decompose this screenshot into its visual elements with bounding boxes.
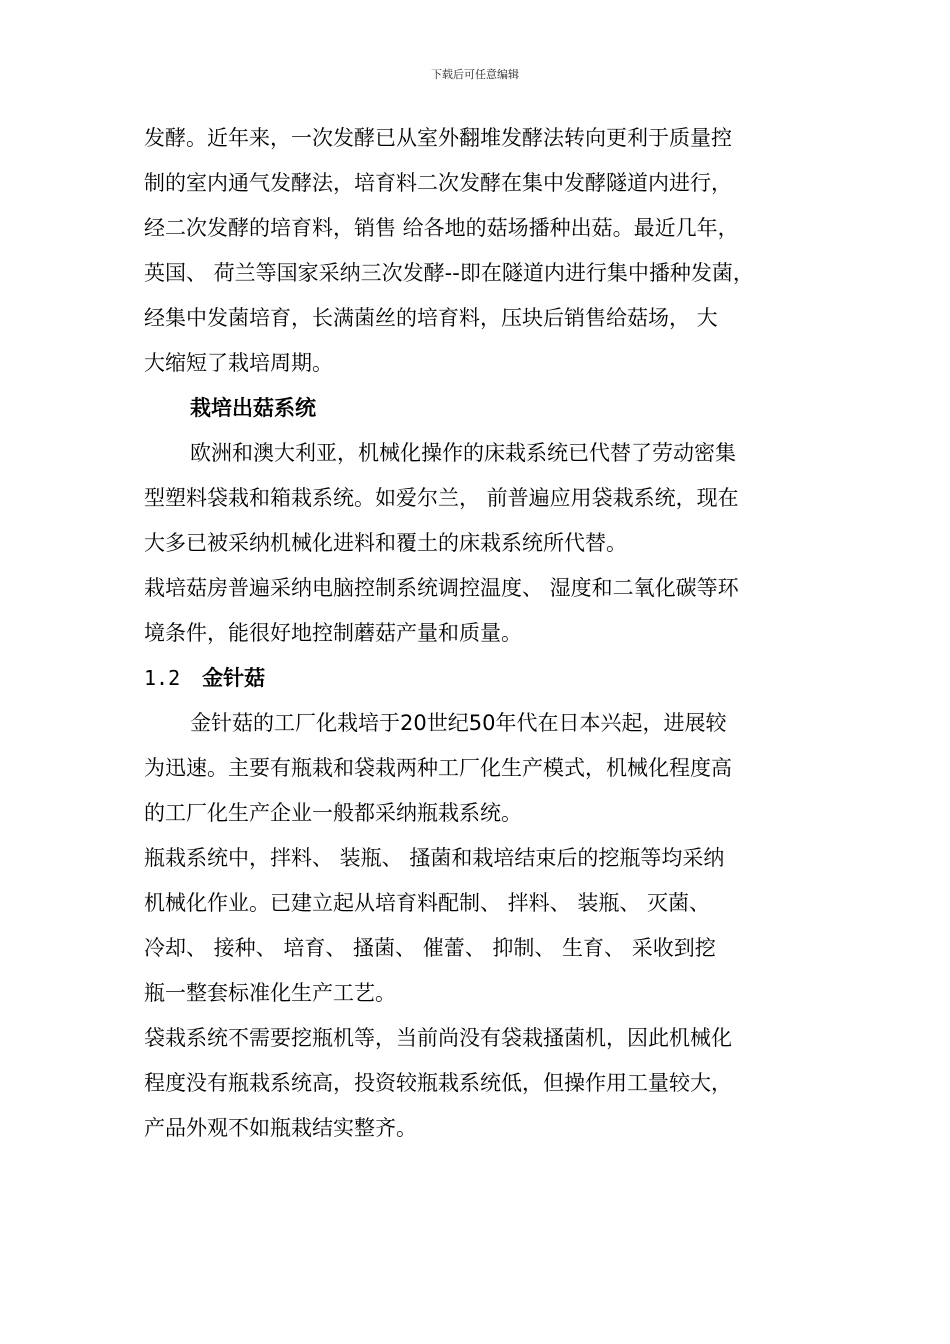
subheading: 栽培出菇系统 bbox=[190, 396, 316, 420]
text-line: 大多已被采纳机械化进料和覆土的床栽系统所代替。 bbox=[144, 531, 627, 555]
text-line: 为迅速。主要有瓶栽和袋栽两种工厂化生产模式，机械化程度高 bbox=[144, 756, 732, 780]
text-line: 冷却、 接种、 培育、 搔菌、 催蕾、 抑制、 生育、 采收到挖 bbox=[144, 936, 716, 960]
text-line: 的工厂化生产企业一般都采纳瓶栽系统。 bbox=[144, 801, 522, 825]
text-line: 机械化作业。已建立起从培育料配制、 拌料、 装瓶、 灭菌、 bbox=[144, 891, 711, 915]
text-line: 经二次发酵的培育料，销售 给各地的菇场播种出菇。最近几年， bbox=[144, 216, 739, 240]
text-line: 袋栽系统不需要挖瓶机等，当前尚没有袋栽搔菌机，因此机械化 bbox=[144, 1026, 732, 1050]
text-line: 大缩短了栽培周期。 bbox=[144, 351, 333, 375]
text-line: 栽培菇房普遍采纳电脑控制系统调控温度、 湿度和二氧化碳等环 bbox=[144, 576, 739, 600]
text-line: 瓶栽系统中，拌料、 装瓶、 搔菌和栽培结束后的挖瓶等均采纳 bbox=[144, 846, 725, 870]
text-line: 英国、 荷兰等国家采纳三次发酵--即在隧道内进行集中播种发菌， bbox=[144, 261, 754, 285]
text-line: 程度没有瓶栽系统高，投资较瓶栽系统低，但操作用工量较大， bbox=[144, 1071, 732, 1095]
text-line: 产品外观不如瓶栽结实整齐。 bbox=[144, 1116, 417, 1140]
text-line: 发酵。近年来，一次发酵已从室外翻堆发酵法转向更利于质量控 bbox=[144, 126, 732, 150]
text-line: 金针菇的工厂化栽培于20世纪50年代在日本兴起，进展较 bbox=[190, 711, 727, 735]
text-line: 境条件，能很好地控制蘑菇产量和质量。 bbox=[144, 621, 522, 645]
text-line: 制的室内通气发酵法，培育料二次发酵在集中发酵隧道内进行， bbox=[144, 171, 732, 195]
text-line: 经集中发菌培育，长满菌丝的培育料，压块后销售给菇场， 大 bbox=[144, 306, 718, 330]
text-line: 型塑料袋栽和箱栽系统。如爱尔兰， 前普遍应用袋栽系统，现在 bbox=[144, 486, 739, 510]
section-heading bbox=[144, 664, 824, 692]
section-number: 1.2 bbox=[144, 666, 181, 690]
section-title: 金针菇 bbox=[202, 666, 266, 690]
header-note: 下载后可任意编辑 bbox=[431, 68, 519, 81]
text-line: 欧洲和澳大利亚，机械化操作的床栽系统已代替了劳动密集 bbox=[190, 441, 736, 465]
text-line: 瓶一整套标准化生产工艺。 bbox=[144, 981, 396, 1005]
